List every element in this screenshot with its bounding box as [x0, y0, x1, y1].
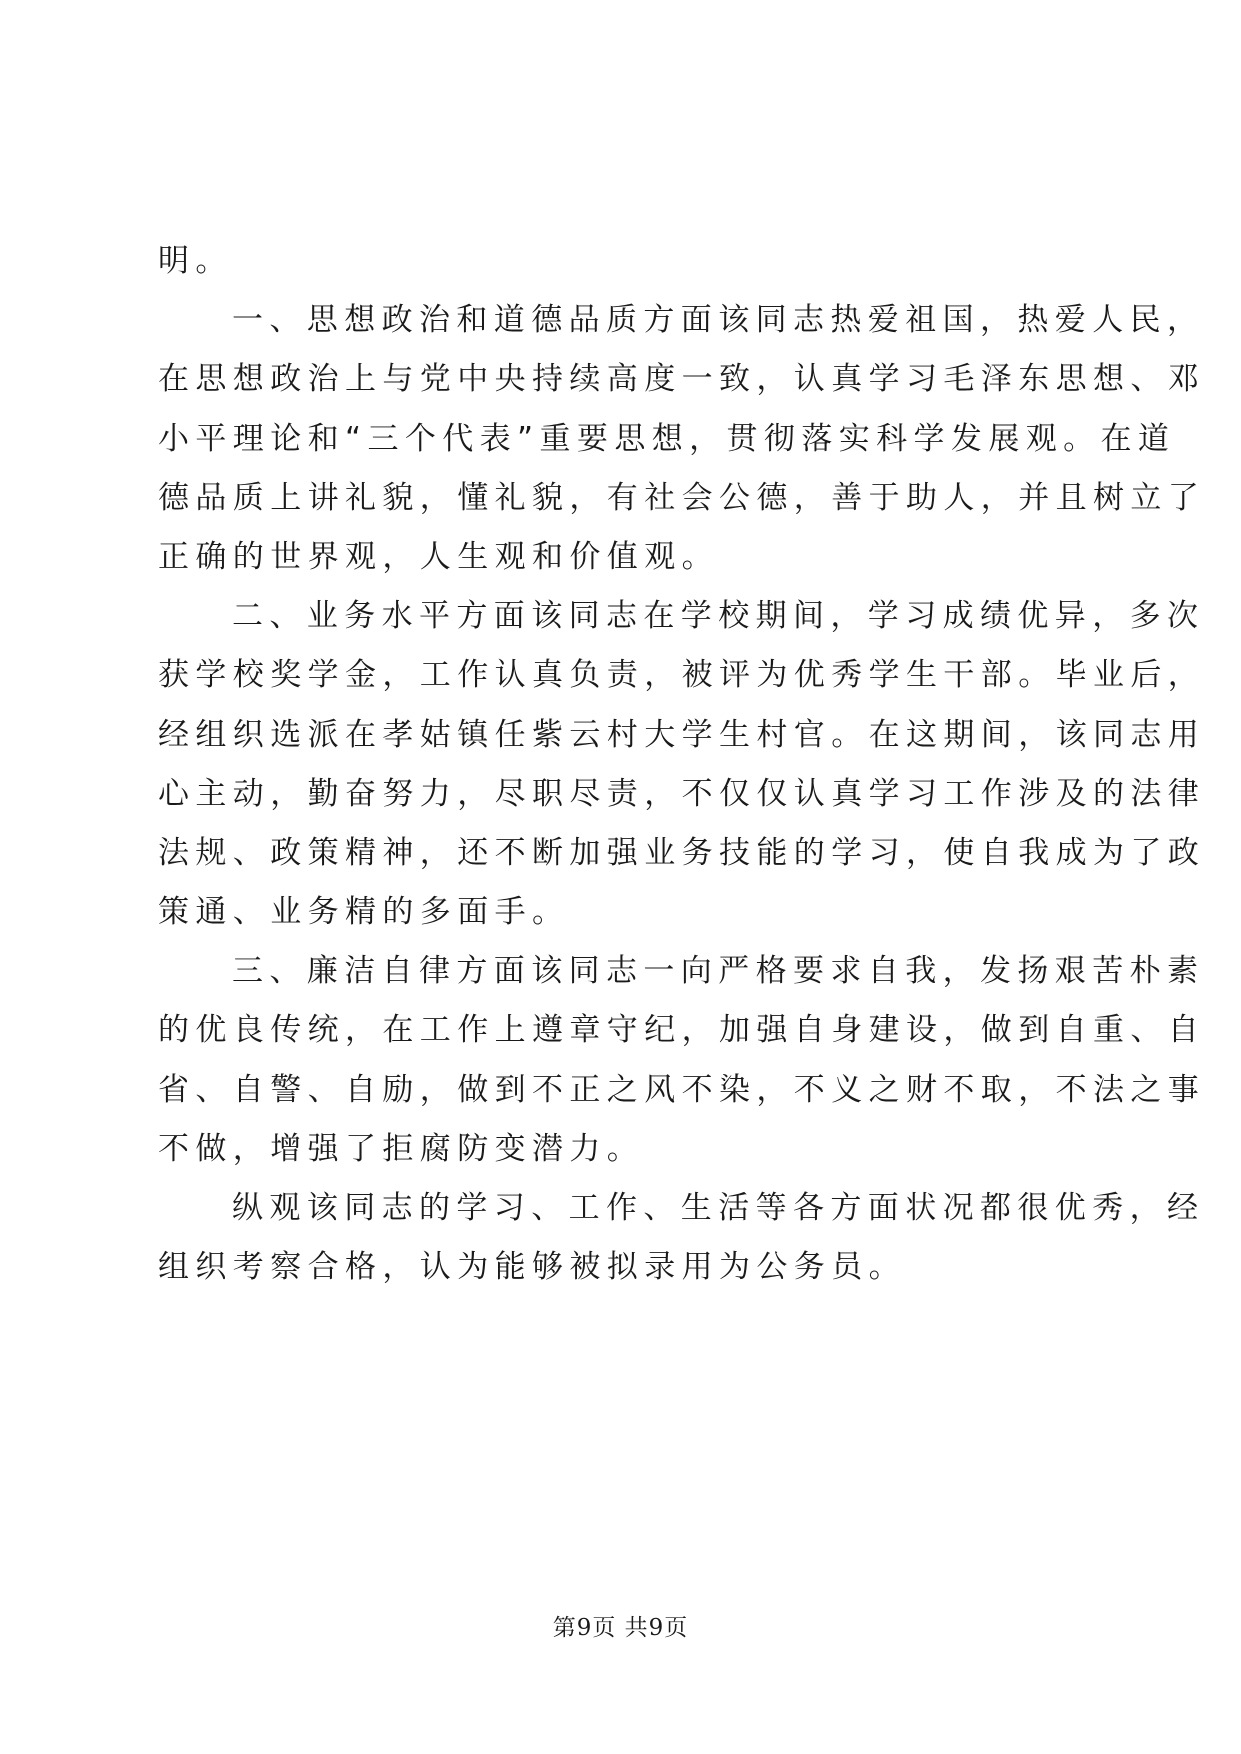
page-footer: 第9页 共9页 [552, 1615, 689, 1641]
text-line: 的优良传统，在工作上遵章守纪，加强自身建设，做到自重、自 [158, 1012, 1206, 1049]
paragraph-2-line: 二、业务水平方面该同志在学校期间，学习成绩优异，多次 [232, 598, 1205, 635]
text-line: 在思想政治上与党中央持续高度一致，认真学习毛泽东思想、邓 [158, 361, 1206, 398]
text-line: 正确的世界观，人生观和价值观。 [158, 538, 719, 575]
text-line: 策通、业务精的多面手。 [158, 894, 570, 931]
text-line: 不做，增强了拒腐防变潜力。 [158, 1130, 645, 1167]
text-line: 获学校奖学金，工作认真负责，被评为优秀学生干部。毕业后， [158, 657, 1206, 694]
text-line: 德品质上讲礼貌，懂礼貌，有社会公德，善于助人，并且树立了 [158, 479, 1206, 516]
paragraph-4-line: 纵观该同志的学习、工作、生活等各方面状况都很优秀，经 [232, 1190, 1205, 1226]
text-line: 心主动，勤奋努力，尽职尽责，不仅仅认真学习工作涉及的法律 [158, 775, 1206, 812]
text-line: 省、自警、自励，做到不正之风不染，不义之财不取，不法之事 [158, 1071, 1206, 1108]
text-line: 小平理论和“三个代表”重要思想，贯彻落实科学发展观。在道 [158, 420, 1176, 457]
text-line: 法规、政策精神，还不断加强业务技能的学习，使自我成为了政 [158, 834, 1206, 871]
document-body [158, 232, 1206, 1297]
text-line: 经组织选派在孝姑镇任紫云村大学生村官。在这期间，该同志用 [158, 716, 1206, 753]
paragraph-1-line: 一、思想政治和道德品质方面该同志热爱祖国，热爱人民， [232, 302, 1205, 339]
paragraph-3-line: 三、廉洁自律方面该同志一向严格要求自我，发扬艰苦朴素 [232, 953, 1205, 990]
text-line: 组织考察合格，认为能够被拟录用为公务员。 [158, 1249, 906, 1286]
text-line: 明。 [158, 243, 233, 279]
